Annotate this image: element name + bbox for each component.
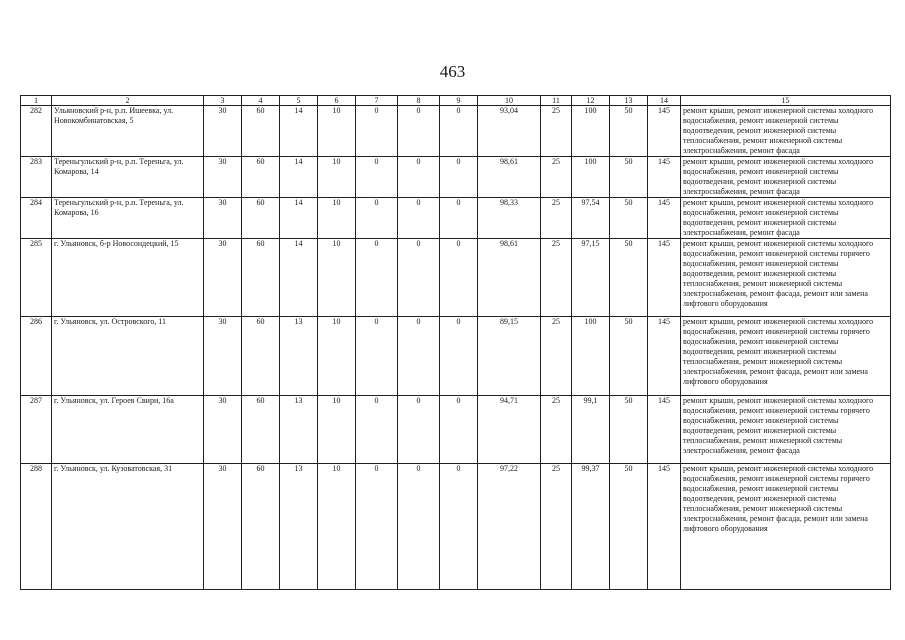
column-header: 4: [242, 96, 280, 106]
value-cell: 98,61: [478, 157, 541, 198]
value-cell: 25: [541, 106, 572, 157]
value-cell: 145: [648, 396, 681, 464]
value-cell: 30: [204, 198, 242, 239]
value-cell: 10: [318, 106, 356, 157]
value-cell: 13: [280, 464, 318, 590]
column-header: 11: [541, 96, 572, 106]
value-cell: 14: [280, 157, 318, 198]
value-cell: 60: [242, 198, 280, 239]
value-cell: 0: [356, 239, 398, 317]
value-cell: 14: [280, 198, 318, 239]
value-cell: 100: [572, 106, 610, 157]
value-cell: 0: [440, 317, 478, 396]
works-cell: ремонт крыши, ремонт инженерной системы холодного водоснабжения, ремонт инженерной системы горячего водоснабжения, ремонт инженерной системы водоотведения, ремонт инженерной системы теплоснабжения, ремонт инженерной системы электроснабжения, ремонт фасада, ремонт или замена лифтового оборудования: [681, 464, 891, 590]
value-cell: 94,71: [478, 396, 541, 464]
row-number: 283: [21, 157, 52, 198]
address-cell: Тереньгульский р-н, р.п. Тереньга, ул. Комарова, 16: [52, 198, 204, 239]
value-cell: 0: [356, 198, 398, 239]
table-row: [21, 239, 891, 317]
value-cell: 25: [541, 317, 572, 396]
page-number: 463: [439, 62, 466, 81]
row-number: 287: [21, 396, 52, 464]
table-row: [21, 157, 891, 198]
table-row: [21, 198, 891, 239]
value-cell: 99,37: [572, 464, 610, 590]
column-header: 15: [681, 96, 891, 106]
value-cell: 97,54: [572, 198, 610, 239]
value-cell: 60: [242, 106, 280, 157]
address-cell: Тереньгульский р-н, р.п. Тереньга, ул. Комарова, 14: [52, 157, 204, 198]
value-cell: 25: [541, 198, 572, 239]
value-cell: 0: [398, 239, 440, 317]
value-cell: 0: [440, 464, 478, 590]
value-cell: 60: [242, 157, 280, 198]
column-header: 12: [572, 96, 610, 106]
value-cell: 14: [280, 239, 318, 317]
value-cell: 100: [572, 157, 610, 198]
value-cell: 13: [280, 317, 318, 396]
column-header: 9: [440, 96, 478, 106]
value-cell: 0: [398, 106, 440, 157]
value-cell: 30: [204, 396, 242, 464]
value-cell: 60: [242, 396, 280, 464]
value-cell: 0: [356, 157, 398, 198]
value-cell: 10: [318, 396, 356, 464]
column-header: 5: [280, 96, 318, 106]
value-cell: 0: [440, 157, 478, 198]
value-cell: 50: [610, 106, 648, 157]
row-number: 284: [21, 198, 52, 239]
table-row: [21, 464, 891, 590]
value-cell: 50: [610, 157, 648, 198]
works-cell: ремонт крыши, ремонт инженерной системы холодного водоснабжения, ремонт инженерной системы водоотведения, ремонт инженерной системы электроснабжения, ремонт фасада: [681, 198, 891, 239]
value-cell: 13: [280, 396, 318, 464]
value-cell: 0: [398, 157, 440, 198]
value-cell: 100: [572, 317, 610, 396]
value-cell: 145: [648, 106, 681, 157]
value-cell: 0: [356, 464, 398, 590]
column-header: 8: [398, 96, 440, 106]
works-cell: ремонт крыши, ремонт инженерной системы холодного водоснабжения, ремонт инженерной системы горячего водоснабжения, ремонт инженерной системы водоотведения, ремонт инженерной системы теплоснабжения, ремонт инженерной системы электроснабжения, ремонт фасада, ремонт или замена лифтового оборудования: [681, 239, 891, 317]
value-cell: 30: [204, 464, 242, 590]
value-cell: 30: [204, 106, 242, 157]
value-cell: 0: [440, 106, 478, 157]
header-row: [21, 96, 891, 106]
works-cell: ремонт крыши, ремонт инженерной системы холодного водоснабжения, ремонт инженерной системы водоотведения, ремонт инженерной системы электроснабжения, ремонт фасада: [681, 157, 891, 198]
value-cell: 0: [356, 317, 398, 396]
value-cell: 145: [648, 198, 681, 239]
table-row: [21, 396, 891, 464]
value-cell: 30: [204, 317, 242, 396]
column-header: 3: [204, 96, 242, 106]
value-cell: 50: [610, 317, 648, 396]
column-header: 6: [318, 96, 356, 106]
value-cell: 0: [398, 198, 440, 239]
value-cell: 50: [610, 239, 648, 317]
value-cell: 10: [318, 239, 356, 317]
column-header: 14: [648, 96, 681, 106]
value-cell: 89,15: [478, 317, 541, 396]
value-cell: 97,15: [572, 239, 610, 317]
value-cell: 25: [541, 464, 572, 590]
value-cell: 60: [242, 464, 280, 590]
value-cell: 60: [242, 239, 280, 317]
value-cell: 30: [204, 239, 242, 317]
value-cell: 145: [648, 239, 681, 317]
value-cell: 0: [356, 106, 398, 157]
value-cell: 145: [648, 157, 681, 198]
row-number: 286: [21, 317, 52, 396]
row-number: 282: [21, 106, 52, 157]
value-cell: 99,1: [572, 396, 610, 464]
value-cell: 50: [610, 464, 648, 590]
value-cell: 50: [610, 396, 648, 464]
value-cell: 0: [440, 198, 478, 239]
row-number: 288: [21, 464, 52, 590]
address-cell: г. Ульяновск, ул. Островского, 11: [52, 317, 204, 396]
value-cell: 10: [318, 317, 356, 396]
table-row: [21, 317, 891, 396]
value-cell: 60: [242, 317, 280, 396]
value-cell: 14: [280, 106, 318, 157]
value-cell: 93,04: [478, 106, 541, 157]
repair-table: [20, 95, 891, 590]
value-cell: 25: [541, 396, 572, 464]
value-cell: 145: [648, 464, 681, 590]
address-cell: Ульяновский р-н, р.п. Ишеевка, ул. Новокомбинатовская, 5: [52, 106, 204, 157]
table-row: [21, 106, 891, 157]
row-number: 285: [21, 239, 52, 317]
value-cell: 25: [541, 157, 572, 198]
works-cell: ремонт крыши, ремонт инженерной системы холодного водоснабжения, ремонт инженерной системы горячего водоснабжения, ремонт инженерной системы водоотведения, ремонт инженерной системы теплоснабжения, ремонт инженерной системы электроснабжения, ремонт фасада: [681, 396, 891, 464]
value-cell: 0: [440, 396, 478, 464]
column-header: 7: [356, 96, 398, 106]
column-header: 1: [21, 96, 52, 106]
value-cell: 10: [318, 157, 356, 198]
value-cell: 25: [541, 239, 572, 317]
works-cell: ремонт крыши, ремонт инженерной системы холодного водоснабжения, ремонт инженерной системы горячего водоснабжения, ремонт инженерной системы водоотведения, ремонт инженерной системы теплоснабжения, ремонт инженерной системы электроснабжения, ремонт фасада, ремонт или замена лифтового оборудования: [681, 317, 891, 396]
value-cell: 10: [318, 198, 356, 239]
works-cell: ремонт крыши, ремонт инженерной системы холодного водоснабжения, ремонт инженерной системы водоотведения, ремонт инженерной системы теплоснабжения, ремонт инженерной системы электроснабжения, ремонт фасада: [681, 106, 891, 157]
address-cell: г. Ульяновск, ул. Кузоватовская, 31: [52, 464, 204, 590]
column-header: 2: [52, 96, 204, 106]
value-cell: 145: [648, 317, 681, 396]
column-header: 10: [478, 96, 541, 106]
value-cell: 30: [204, 157, 242, 198]
address-cell: г. Ульяновск, ул. Героев Свири, 16а: [52, 396, 204, 464]
value-cell: 98,61: [478, 239, 541, 317]
value-cell: 10: [318, 464, 356, 590]
column-header: 13: [610, 96, 648, 106]
value-cell: 0: [440, 239, 478, 317]
value-cell: 0: [398, 464, 440, 590]
value-cell: 0: [398, 396, 440, 464]
value-cell: 98,33: [478, 198, 541, 239]
value-cell: 0: [398, 317, 440, 396]
address-cell: г. Ульяновск, б-р Новосондецкий, 15: [52, 239, 204, 317]
value-cell: 0: [356, 396, 398, 464]
value-cell: 97,22: [478, 464, 541, 590]
value-cell: 50: [610, 198, 648, 239]
